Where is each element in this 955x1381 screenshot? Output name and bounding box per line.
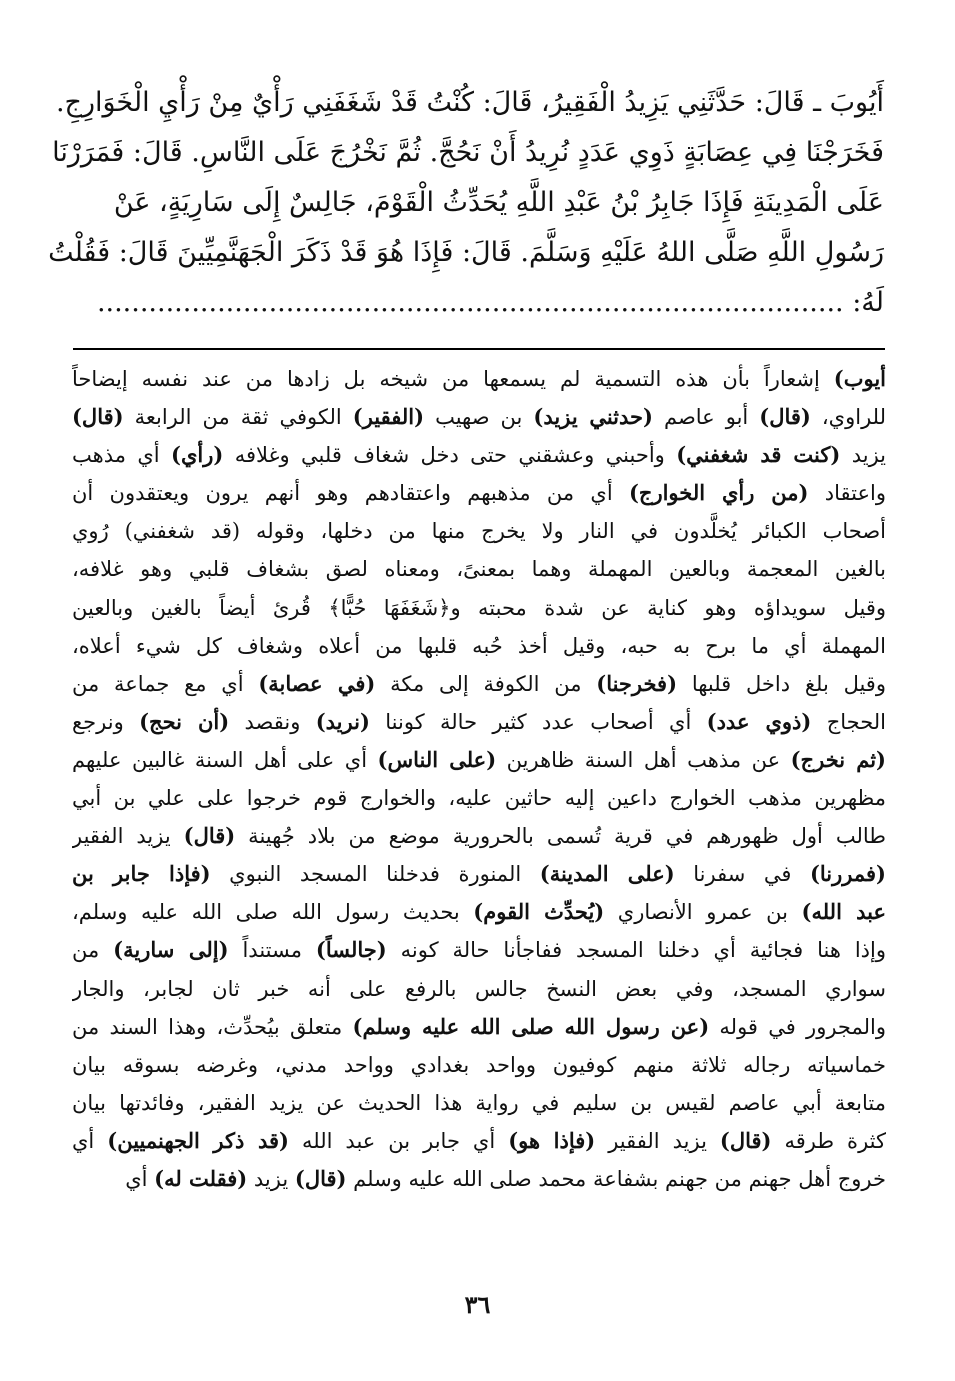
commentary-segment: بحديث رسول الله صلى الله عليه وسلم،	[72, 900, 474, 925]
bold-quote: (أن نحج)	[139, 708, 230, 734]
commentary-segment: ونقصد	[229, 709, 316, 734]
commentary-segment: أي أصحاب عدد كثير حالة كوننا	[369, 709, 707, 734]
commentary-text	[72, 360, 886, 1198]
commentary-segment: للراوي،	[810, 405, 886, 430]
commentary-line	[72, 436, 886, 474]
commentary-line	[72, 550, 886, 588]
bold-quote: (إلى سارية)	[113, 937, 229, 963]
commentary-segment: يزيد	[247, 1166, 295, 1191]
commentary-segment: أي مذهب	[72, 443, 172, 468]
bold-quote: (فإذا هو)	[508, 1127, 596, 1153]
commentary-segment: الكوفي ثقة من الرابعة	[123, 405, 353, 430]
commentary-segment: متابعة أبي عاصم لقيس بن سليم في رواية هذا الحديث عن يزيد الفقير، وفائدتها بيان	[72, 1090, 886, 1115]
commentary-segment: أي على أهل السنة غالبين عليهم	[72, 747, 378, 772]
commentary-segment: في سفرنا	[674, 862, 810, 887]
commentary-line	[72, 1084, 886, 1122]
bold-quote: أيوب)	[833, 366, 886, 391]
commentary-segment: أي مع جماعة من	[72, 671, 259, 696]
commentary-line	[72, 1046, 886, 1084]
commentary-line	[72, 1122, 886, 1160]
hadith-text	[48, 78, 884, 328]
bold-quote: (رأي)	[171, 442, 224, 468]
bold-quote: (قال)	[759, 404, 811, 430]
commentary-line	[72, 474, 886, 512]
commentary-segment: خروج أهل جهنم من جهنم بشفاعة محمد صلى الله عليه وسلم	[346, 1166, 886, 1191]
commentary-segment: وقيل سويداؤه وهو كناية عن شدة محبته و﴿شَغَفَهَا حُبًّا﴾ قُرئ أيضاً بالغين وبالعين	[72, 595, 886, 620]
commentary-segment: ونرجع	[72, 709, 140, 734]
commentary-segment: يزيد الفقير	[72, 824, 184, 849]
commentary-line	[72, 589, 886, 627]
commentary-line	[72, 1160, 886, 1198]
bold-quote: (قال)	[72, 404, 124, 430]
bold-quote: (فمررنا)	[809, 861, 886, 887]
commentary-segment: من الكوفة إلى مكة	[375, 671, 597, 696]
page-number: ٣٦	[464, 1290, 491, 1319]
commentary-segment: المهملة أي ما برح به حبه، وقيل أخذ حُبه قلبها من أعلاه وشغاف كل شيء أعلاه،	[72, 633, 886, 658]
bold-quote: عبد الله)	[801, 899, 886, 925]
bold-quote: (على المدينة)	[539, 861, 675, 887]
commentary-segment: وإذا هنا فجائية أي دخلنا المسجد ففاجأنا حالة كونه	[386, 938, 886, 963]
commentary-line	[72, 512, 886, 550]
commentary-segment: المنورة فدخلنا المسجد النبوي	[210, 862, 540, 887]
commentary-segment: متعلق بيُحدِّث، وهذا السند من	[72, 1014, 353, 1039]
bold-quote: (من رأي الخوارج)	[628, 480, 809, 506]
commentary-line	[72, 398, 886, 436]
commentary-segment: بالغين المعجمة وبالعين المهملة وهما بمعنىً، ومعناه لصق بشغاف قلبي وهو غلافه،	[72, 557, 886, 582]
commentary-line	[72, 817, 886, 855]
commentary-segment: كثرة طرقه	[771, 1128, 886, 1153]
commentary-segment: بن صهيب	[424, 405, 534, 430]
bold-quote: (فخرجنا)	[596, 670, 678, 696]
commentary-segment: عن مذهب أهل السنة ظاهرين	[496, 747, 791, 772]
commentary-segment: يزيد	[840, 443, 886, 468]
commentary-line	[72, 970, 886, 1008]
commentary-segment: واعتقاد	[808, 481, 886, 506]
bold-quote: (قال)	[183, 823, 236, 849]
commentary-line	[72, 893, 886, 931]
commentary-line	[72, 665, 886, 703]
commentary-segment: من	[72, 938, 114, 963]
commentary-segment: أي	[72, 1128, 108, 1153]
bold-quote: (قال)	[719, 1127, 772, 1153]
commentary-line	[72, 1008, 886, 1046]
commentary-line	[72, 779, 886, 817]
commentary-segment: أي	[125, 1166, 155, 1191]
commentary-segment: طالب أول ظهورهم في قرية تُسمى بالحرورية موضع من بلاد جُهينة	[235, 824, 886, 849]
bold-quote: (كنت قد شغفني)	[676, 442, 841, 468]
commentary-line	[72, 703, 886, 741]
commentary-segment: أي من مذهبهم واعتقادهم وهو أنهم يرون ويعتقدون أن	[72, 481, 629, 506]
bold-quote: (على الناس)	[377, 746, 497, 772]
bold-quote: (قد ذكر الجهنميين)	[107, 1127, 289, 1153]
bold-quote: (ذوي عدد)	[706, 708, 812, 734]
hadith-line: أَيُوبَ ـ قَالَ: حَدَّثَنِي يَزِيدُ الْفَقِيرُ، قَالَ: كُنْتُ قَدْ شَغَفَنِي رَأْيٌ مِنْ رَأْيِ الْخَوَارِجِ.	[55, 87, 884, 118]
bold-quote: (في عصابة)	[258, 670, 376, 696]
bold-quote: (عن رسول الله صلى الله عليه وسلم)	[352, 1013, 710, 1039]
commentary-segment: إشعاراً بأن هذه التسمية لم يسمعها من شيخه بل زادها من عند نفسه إيضاحاً	[72, 367, 834, 391]
commentary-line	[72, 360, 886, 398]
commentary-line	[72, 741, 886, 779]
commentary-segment: أي جابر بن عبد الله	[289, 1128, 509, 1153]
bold-quote: (حدثني يزيد)	[533, 404, 653, 430]
commentary-segment: سواري المسجد، وفي بعض النسخ جالس بالرفع على أنه خبر ثان لجابر، والجار	[72, 976, 886, 1001]
commentary-segment: الحجاج	[811, 709, 886, 734]
bold-quote: (قال)	[294, 1165, 347, 1191]
bold-quote: (جالساً)	[315, 937, 387, 963]
bold-quote: (فقلت له)	[154, 1165, 248, 1191]
bold-quote: (نريد)	[315, 708, 370, 734]
commentary-segment: أصحاب الكبائر يُخلَّدون في النار ولا يخرج منها من دخلها، وقوله (قد شغفني) رُوي	[72, 519, 886, 544]
commentary-segment: أبو عاصم	[652, 405, 760, 430]
bold-quote: (يُحدِّث القوم)	[473, 899, 605, 925]
commentary-line	[72, 627, 886, 665]
section-divider	[73, 348, 885, 350]
bold-quote: (الفقير)	[352, 404, 425, 430]
hadith-line: فَخَرَجْنَا فِي عِصَابَةٍ ذَوِي عَدَدٍ نُرِيدُ أَنْ نَحُجَّ. ثُمَّ نَخْرُجَ عَلَى النَّاسِ. قَالَ: فَمَرَرْنَا	[52, 137, 884, 168]
commentary-line	[72, 931, 886, 969]
commentary-segment: بن عمرو الأنصاري	[604, 900, 802, 925]
commentary-line	[72, 855, 886, 893]
commentary-segment: وأحبني وعشقني حتى دخل شغاف قلبي وغلافه	[223, 443, 677, 468]
bold-quote: (فإذا جابر بن	[72, 861, 211, 887]
commentary-segment: مظهرين مذهب الخوارج داعين إليه حاثين عليه، والخوارج قوم خرجوا على علي بن أبي	[72, 786, 886, 811]
commentary-segment: خماسياته رجاله ثلاثة منهم كوفيون وواحد بغدادي وواحد مدني، وغرضه بسوقه بيان	[72, 1052, 886, 1077]
commentary-segment: يزيد الفقير	[595, 1128, 720, 1153]
commentary-segment: والمجرور في قوله	[709, 1014, 886, 1039]
hadith-line: رَسُولِ اللَّهِ صَلَّى اللهُ عَلَيْهِ وَسَلَّمَ. قَالَ: فَإِذَا هُوَ قَدْ ذَكَرَ الْجَهَنَّمِيِّينَ قَالَ: فَقُلْتُ	[48, 237, 884, 268]
commentary-segment: مستنداً	[228, 938, 316, 963]
hadith-line: لَهُ: .......................................................................................	[96, 287, 884, 318]
commentary-segment: وقيل بلغ داخل قلبها	[677, 671, 886, 696]
hadith-line: عَلَى الْمَدِينَةِ فَإِذَا جَابِرُ بْنُ عَبْدِ اللَّهِ يُحَدِّثُ الْقَوْمَ، جَالِسٌ إِلَى سَارِيَةٍ، عَنْ	[113, 187, 884, 218]
bold-quote: (ثم نخرج)	[790, 746, 886, 772]
